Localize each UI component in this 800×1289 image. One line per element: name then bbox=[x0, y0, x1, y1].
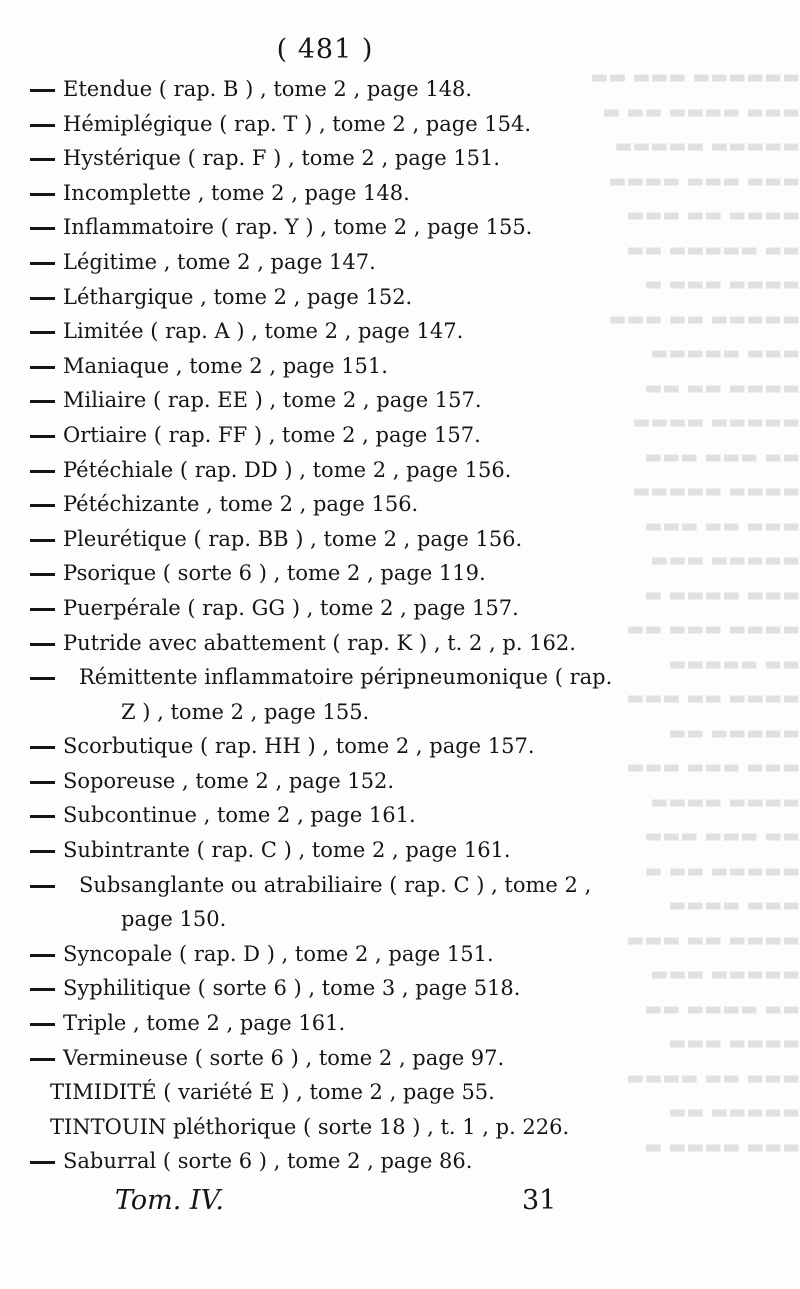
entry-text: Hystérique ( rap. F ) , tome 2 , page 151. bbox=[63, 146, 501, 171]
entry-text: Triple , tome 2 , page 161. bbox=[63, 1011, 346, 1036]
index-entry bbox=[0, 487, 800, 522]
entry-text: Miliaire ( rap. EE ) , tome 2 , page 157. bbox=[63, 388, 482, 413]
entry-text: Subcontinue , tome 2 , page 161. bbox=[63, 803, 416, 828]
entry-continuation: Z ) , tome 2 , page 155. bbox=[121, 699, 370, 724]
index-entry bbox=[0, 245, 800, 280]
entry-text: Syphilitique ( sorte 6 ) , tome 3 , page 518. bbox=[63, 976, 521, 1001]
index-heading-entry bbox=[0, 1075, 800, 1110]
index-entry bbox=[0, 280, 800, 315]
index-entry bbox=[0, 937, 800, 972]
index-entry bbox=[0, 626, 800, 661]
index-entry bbox=[0, 798, 800, 833]
index-entry bbox=[0, 107, 800, 142]
entry-text: Hémiplégique ( rap. T ) , tome 2 , page 154. bbox=[63, 111, 532, 136]
index-entry bbox=[0, 522, 800, 557]
entry-text: Pétéchiale ( rap. DD ) , tome 2 , page 156. bbox=[63, 457, 512, 482]
index-entry bbox=[0, 868, 800, 937]
entry-text: Pleurétique ( rap. BB ) , tome 2 , page 156. bbox=[63, 526, 523, 551]
entry-text: TIMIDITÉ ( variété E ) , tome 2 , page 55. bbox=[50, 1080, 495, 1105]
index-entry bbox=[0, 1006, 800, 1041]
index-entry bbox=[0, 764, 800, 799]
index-entry bbox=[0, 418, 800, 453]
index-entry bbox=[0, 1041, 800, 1076]
page-number: ( 481 ) bbox=[276, 34, 374, 65]
index-entry bbox=[0, 453, 800, 488]
entry-text: Puerpérale ( rap. GG ) , tome 2 , page 157. bbox=[63, 595, 519, 620]
index-entry bbox=[0, 1144, 800, 1179]
entry-text: Inflammatoire ( rap. Y ) , tome 2 , page 155. bbox=[63, 215, 533, 240]
entry-text: Psorique ( sorte 6 ) , tome 2 , page 119. bbox=[63, 561, 486, 586]
entry-text: Incomplette , tome 2 , page 148. bbox=[63, 180, 410, 205]
entry-text: Léthargique , tome 2 , page 152. bbox=[63, 284, 413, 309]
index-entries bbox=[0, 72, 800, 1179]
entry-text: Pétéchizante , tome 2 , page 156. bbox=[63, 492, 419, 517]
entry-text: Subsanglante ou atrabiliaire ( rap. C ) , tome 2 , bbox=[79, 872, 592, 897]
index-entry bbox=[0, 349, 800, 384]
entry-text: TINTOUIN pléthorique ( sorte 18 ) , t. 1 , p. 226. bbox=[50, 1114, 570, 1139]
index-entry bbox=[0, 556, 800, 591]
entry-text: Etendue ( rap. B ) , tome 2 , page 148. bbox=[63, 77, 473, 101]
index-entry bbox=[0, 833, 800, 868]
entry-text: Vermineuse ( sorte 6 ) , tome 2 , page 97. bbox=[63, 1045, 505, 1070]
entry-text: Ortiaire ( rap. FF ) , tome 2 , page 157. bbox=[63, 422, 481, 447]
signature-number: 31 bbox=[522, 1185, 557, 1216]
index-entry bbox=[0, 314, 800, 349]
entry-text: Légitime , tome 2 , page 147. bbox=[63, 249, 376, 274]
index-entry bbox=[0, 176, 800, 211]
entry-text: Putride avec abattement ( rap. K ) , t. 2 , p. 162. bbox=[63, 630, 576, 655]
entry-text: Limitée ( rap. A ) , tome 2 , page 147. bbox=[63, 319, 464, 344]
entry-text: Scorbutique ( rap. HH ) , tome 2 , page 157. bbox=[63, 734, 535, 759]
entry-text: Rémittente inflammatoire péripneumonique ( rap. bbox=[79, 665, 613, 690]
entry-continuation: page 150. bbox=[121, 907, 227, 932]
entry-text: Saburral ( sorte 6 ) , tome 2 , page 86. bbox=[63, 1149, 473, 1174]
index-heading-entry bbox=[0, 1110, 800, 1145]
index-entry bbox=[0, 210, 800, 245]
entry-text: Soporeuse , tome 2 , page 152. bbox=[63, 768, 395, 793]
index-entry bbox=[0, 971, 800, 1006]
index-entry bbox=[0, 141, 800, 176]
bleed-through-texture: ▬▬▬▬▬▬ ▬▬▬ ▬▬ ▬▬▬ ▬▬▬▬ ▬▬ ▬ ▬▬▬▬▬ ▬▬▬▬▬ ▬▬▬ ▬▬▬ ▬▬▬▬ ▬▬▬▬ ▬▬ ▬▬▬ ▬▬ ▬▬▬▬▬ ▬▬ ▬▬▬▬ ▬▬▬ ▬ ▬▬▬▬▬ ▬▬ ▬▬▬ ▬▬▬ ▬▬▬▬▬ ▬▬▬▬ ▬▬ ▬▬ ▬▬▬▬▬ ▬▬▬▬ ▬▬ ▬▬▬ ▬▬▬ ▬▬▬▬ ▬▬▬▬▬ ▬▬▬ ▬▬ ▬▬▬ ▬▬▬▬▬ ▬▬▬ ▬▬▬ ▬▬▬▬ ▬ ▬▬▬▬ ▬▬▬ ▬▬ ▬▬ ▬▬▬▬▬ ▬▬▬▬ ▬▬ ▬▬▬ ▬▬▬▬▬ ▬▬ ▬▬▬ ▬▬▬ ▬▬▬ ▬▬▬▬ ▬▬▬▬ ▬▬ ▬▬▬ ▬▬▬ ▬▬▬▬▬ ▬▬ ▬ ▬▬▬ ▬▬▬▬ ▬▬▬▬ ▬▬ ▬▬▬ ▬▬▬▬▬ ▬▬▬ ▬▬ ▬▬▬▬ ▬▬ ▬▬▬▬ ▬▬▬ ▬▬▬ ▬▬ ▬▬▬▬ ▬▬▬▬▬ ▬▬ ▬▬▬ ▬▬▬▬ ▬ bbox=[590, 66, 800, 1158]
entry-text: Subintrante ( rap. C ) , tome 2 , page 161. bbox=[63, 838, 511, 863]
signature-mark: Tom. IV. bbox=[115, 1185, 224, 1216]
index-entry bbox=[0, 729, 800, 764]
entry-text: Maniaque , tome 2 , page 151. bbox=[63, 353, 388, 378]
index-entry bbox=[0, 660, 800, 729]
entry-text: Syncopale ( rap. D ) , tome 2 , page 151. bbox=[63, 941, 494, 966]
index-entry bbox=[0, 591, 800, 626]
index-entry bbox=[0, 383, 800, 418]
index-entry bbox=[0, 72, 800, 107]
